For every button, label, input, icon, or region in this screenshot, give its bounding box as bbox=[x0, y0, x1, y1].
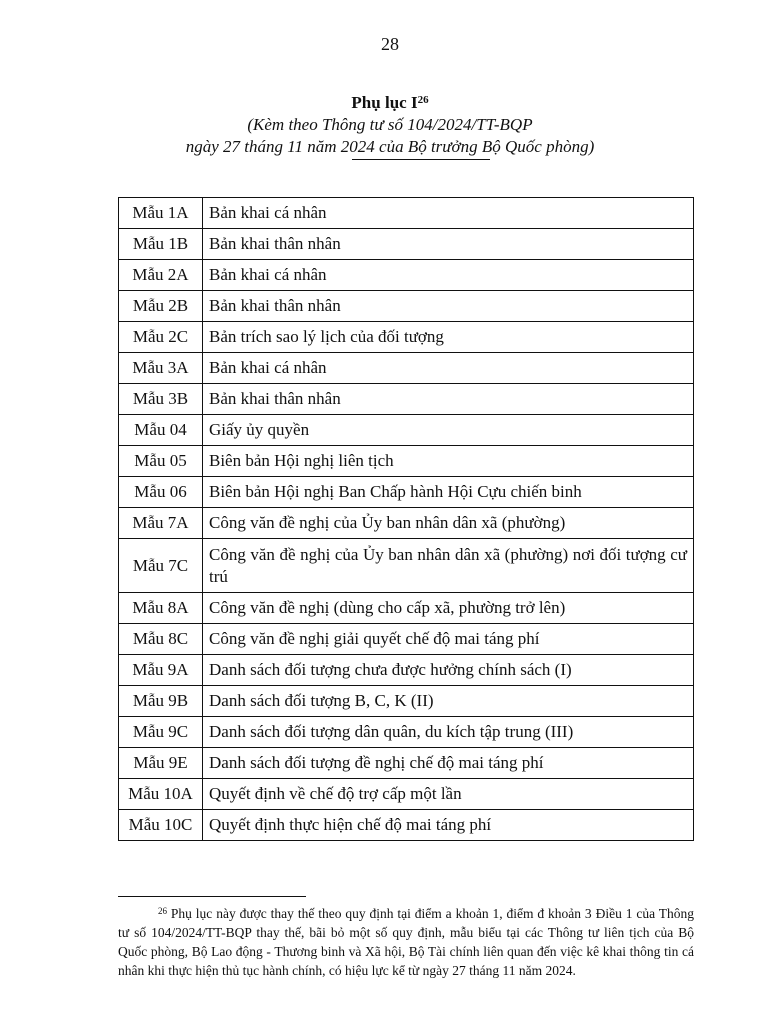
forms-table-body bbox=[119, 198, 694, 841]
form-name-cell: Quyết định về chế độ trợ cấp một lần bbox=[203, 779, 694, 810]
table-row bbox=[119, 748, 694, 779]
form-name-cell: Công văn đề nghị của Ủy ban nhân dân xã (phường) bbox=[203, 508, 694, 539]
form-code-cell: Mẫu 2C bbox=[119, 322, 203, 353]
form-code-cell: Mẫu 9C bbox=[119, 717, 203, 748]
forms-table bbox=[118, 197, 694, 841]
table-row bbox=[119, 477, 694, 508]
form-code-cell: Mẫu 3A bbox=[119, 353, 203, 384]
table-row bbox=[119, 384, 694, 415]
form-code-cell: Mẫu 3B bbox=[119, 384, 203, 415]
form-name-cell: Công văn đề nghị giải quyết chế độ mai táng phí bbox=[203, 624, 694, 655]
form-name-cell: Danh sách đối tượng đề nghị chế độ mai táng phí bbox=[203, 748, 694, 779]
form-name-cell: Bản trích sao lý lịch của đối tượng bbox=[203, 322, 694, 353]
page-number: 28 bbox=[381, 34, 399, 54]
table-row bbox=[119, 686, 694, 717]
appendix-subtitle-line1: (Kèm theo Thông tư số 104/2024/TT-BQP bbox=[247, 115, 533, 134]
table-row bbox=[119, 624, 694, 655]
form-code-cell: Mẫu 8A bbox=[119, 593, 203, 624]
form-name-cell: Công văn đề nghị (dùng cho cấp xã, phường trở lên) bbox=[203, 593, 694, 624]
form-name-cell: Bản khai thân nhân bbox=[203, 291, 694, 322]
heading-divider bbox=[352, 159, 490, 160]
table-row bbox=[119, 779, 694, 810]
footnote bbox=[118, 904, 694, 980]
table-row bbox=[119, 717, 694, 748]
form-code-cell: Mẫu 2B bbox=[119, 291, 203, 322]
appendix-title-text: Phụ lục I bbox=[351, 93, 418, 112]
appendix-title bbox=[0, 92, 780, 114]
form-code-cell: Mẫu 06 bbox=[119, 477, 203, 508]
form-name-cell: Quyết định thực hiện chế độ mai táng phí bbox=[203, 810, 694, 841]
form-code-cell: Mẫu 7A bbox=[119, 508, 203, 539]
table-row bbox=[119, 260, 694, 291]
form-name-cell: Danh sách đối tượng dân quân, du kích tập trung (III) bbox=[203, 717, 694, 748]
form-code-cell: Mẫu 9A bbox=[119, 655, 203, 686]
form-code-cell: Mẫu 1A bbox=[119, 198, 203, 229]
footnote-marker: 26 bbox=[158, 906, 167, 916]
table-row bbox=[119, 810, 694, 841]
table-row bbox=[119, 539, 694, 593]
table-row bbox=[119, 508, 694, 539]
footnote-divider bbox=[118, 896, 306, 897]
form-name-cell: Giấy ủy quyền bbox=[203, 415, 694, 446]
form-code-cell: Mẫu 9E bbox=[119, 748, 203, 779]
form-code-cell: Mẫu 7C bbox=[119, 539, 203, 593]
form-name-cell: Bản khai cá nhân bbox=[203, 353, 694, 384]
footnote-reference: 26 bbox=[417, 94, 429, 106]
table-row bbox=[119, 198, 694, 229]
table-row bbox=[119, 229, 694, 260]
table-row bbox=[119, 322, 694, 353]
form-name-cell: Bản khai thân nhân bbox=[203, 229, 694, 260]
appendix-heading bbox=[0, 92, 780, 158]
form-code-cell: Mẫu 9B bbox=[119, 686, 203, 717]
table-row bbox=[119, 655, 694, 686]
table-row bbox=[119, 593, 694, 624]
form-name-cell: Bản khai cá nhân bbox=[203, 198, 694, 229]
appendix-subtitle-line2: ngày 27 tháng 11 năm 2024 của Bộ trưởng Bộ Quốc phòng) bbox=[185, 137, 595, 156]
form-name-cell: Công văn đề nghị của Ủy ban nhân dân xã (phường) nơi đối tượng cư trú bbox=[203, 539, 694, 593]
form-code-cell: Mẫu 10C bbox=[119, 810, 203, 841]
table-row bbox=[119, 415, 694, 446]
form-name-cell: Bản khai cá nhân bbox=[203, 260, 694, 291]
form-code-cell: Mẫu 10A bbox=[119, 779, 203, 810]
form-code-cell: Mẫu 05 bbox=[119, 446, 203, 477]
form-name-cell: Biên bản Hội nghị Ban Chấp hành Hội Cựu chiến binh bbox=[203, 477, 694, 508]
form-code-cell: Mẫu 8C bbox=[119, 624, 203, 655]
form-code-cell: Mẫu 04 bbox=[119, 415, 203, 446]
form-name-cell: Biên bản Hội nghị liên tịch bbox=[203, 446, 694, 477]
form-name-cell: Bản khai thân nhân bbox=[203, 384, 694, 415]
form-name-cell: Danh sách đối tượng chưa được hưởng chính sách (I) bbox=[203, 655, 694, 686]
table-row bbox=[119, 446, 694, 477]
table-row bbox=[119, 291, 694, 322]
form-name-cell: Danh sách đối tượng B, C, K (II) bbox=[203, 686, 694, 717]
table-row bbox=[119, 353, 694, 384]
form-code-cell: Mẫu 1B bbox=[119, 229, 203, 260]
form-code-cell: Mẫu 2A bbox=[119, 260, 203, 291]
footnote-text: Phụ lục này được thay thế theo quy định tại điểm a khoản 1, điểm đ khoản 3 Điều 1 của Thông tư số 104/2024/TT-BQP thay thế, bãi bỏ một số quy định, mẫu biểu tại các Thông tư liên tịch của Bộ Quốc phòng, Bộ Lao động - Thương binh và Xã hội, Bộ Tài chính liên quan đến việc kê khai thông tin cá nhân khi thực hiện thủ tục hành chính, có hiệu lực kể từ ngày 27 tháng 11 năm 2024. bbox=[118, 906, 694, 978]
